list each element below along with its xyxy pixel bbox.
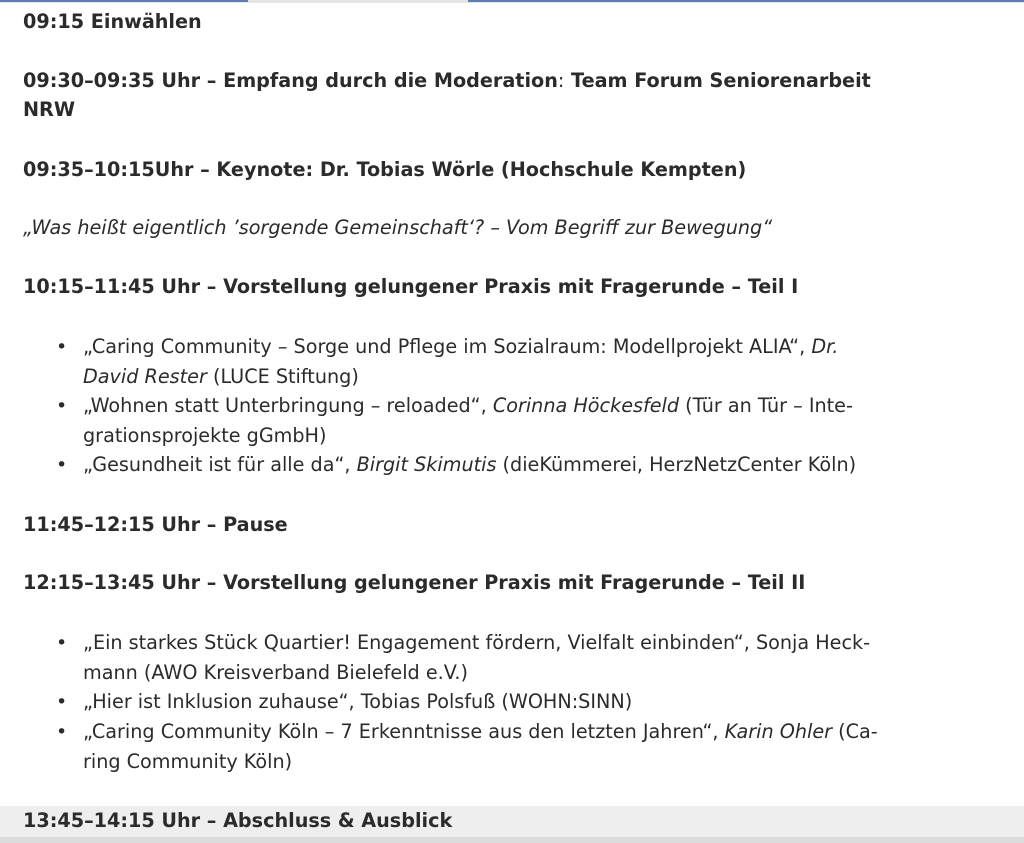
- list-bullet: •: [56, 721, 68, 743]
- list-item-text: „Wohnen statt Unterbringung – reloaded“,: [83, 394, 493, 417]
- speaker-name: Corinna Höckesfeld: [492, 394, 680, 417]
- speaker-name: Birgit Skimutis: [356, 453, 497, 476]
- organization: (LUCE Stiftung): [206, 365, 359, 388]
- speaker-name: Dr.: [811, 335, 839, 358]
- top-bar: [0, 0, 1024, 3]
- list-item-caring-community-alia-line2: [83, 362, 359, 392]
- speaker-name: David Rester: [83, 365, 207, 388]
- agenda-item-einwaehlen: 09:15 Einwählen: [23, 10, 202, 33]
- list-item-wohnen-line2: grationsprojekte gGmbH): [83, 424, 327, 447]
- agenda-item-abschluss: 13:45–14:15 Uhr – Abschluss & Ausblick: [23, 809, 453, 832]
- empfang-rest: Team Forum Seniorenarbeit: [564, 69, 871, 92]
- speaker-name: Karin Ohler: [724, 720, 833, 743]
- list-item-wohnen-statt-unterbringung: [83, 391, 853, 421]
- list-item-caring-community-koeln: [83, 717, 878, 747]
- list-bullet: •: [56, 336, 68, 358]
- list-bullet: •: [56, 395, 68, 417]
- list-item-inklusion-zuhause: „Hier ist Inklusion zuhause“, Tobias Polsfuß (WOHN:SINN): [83, 690, 633, 713]
- bottom-band-shade: [0, 837, 1024, 843]
- agenda-item-empfang: [23, 66, 871, 96]
- organization: (Tür an Tür – Inte-: [679, 394, 853, 417]
- top-accent-left: [0, 0, 248, 2]
- list-item-starkes-stueck-line2: mann (AWO Kreisverband Bielefeld e.V.): [83, 661, 468, 684]
- keynote-quote: „Was heißt eigentlich ’sorgende Gemeinschaft‘? – Vom Begriff zur Bewegung“: [23, 216, 773, 239]
- agenda-item-praxis-teil-2: 12:15–13:45 Uhr – Vorstellung gelungener Praxis mit Fragerunde – Teil II: [23, 571, 806, 594]
- agenda-item-empfang-line2: NRW: [23, 98, 75, 121]
- list-bullet: •: [56, 632, 68, 654]
- list-bullet: •: [56, 691, 68, 713]
- list-item-text: „Caring Community – Sorge und Pflege im Sozialraum: Modellprojekt ALIA“,: [83, 335, 812, 358]
- list-item-caring-community-alia: [83, 332, 838, 362]
- agenda-item-pause: 11:45–12:15 Uhr – Pause: [23, 513, 288, 536]
- list-item-gesundheit: [83, 450, 856, 480]
- empfang-time: 09:30–09:35 Uhr – Empfang durch die Moderation: [23, 69, 558, 92]
- organization: (Ca-: [832, 720, 878, 743]
- list-item-text: „Caring Community Köln – 7 Erkenntnisse aus den letzten Jahren“,: [83, 720, 725, 743]
- organization: (dieKümmerei, HerzNetzCenter Köln): [496, 453, 857, 476]
- list-item-starkes-stueck-quartier: „Ein starkes Stück Quartier! Engagement fördern, Vielfalt einbinden“, Sonja Heck-: [83, 631, 871, 654]
- empfang-colon: :: [557, 69, 565, 92]
- agenda-item-praxis-teil-1: 10:15–11:45 Uhr – Vorstellung gelungener Praxis mit Fragerunde – Teil I: [23, 275, 799, 298]
- list-item-caring-community-koeln-line2: ring Community Köln): [83, 750, 293, 773]
- list-bullet: •: [56, 454, 68, 476]
- top-accent-right: [468, 0, 1024, 2]
- agenda-item-keynote: 09:35–10:15Uhr – Keynote: Dr. Tobias Wörle (Hochschule Kempten): [23, 158, 747, 181]
- list-item-text: „Gesundheit ist für alle da“,: [83, 453, 357, 476]
